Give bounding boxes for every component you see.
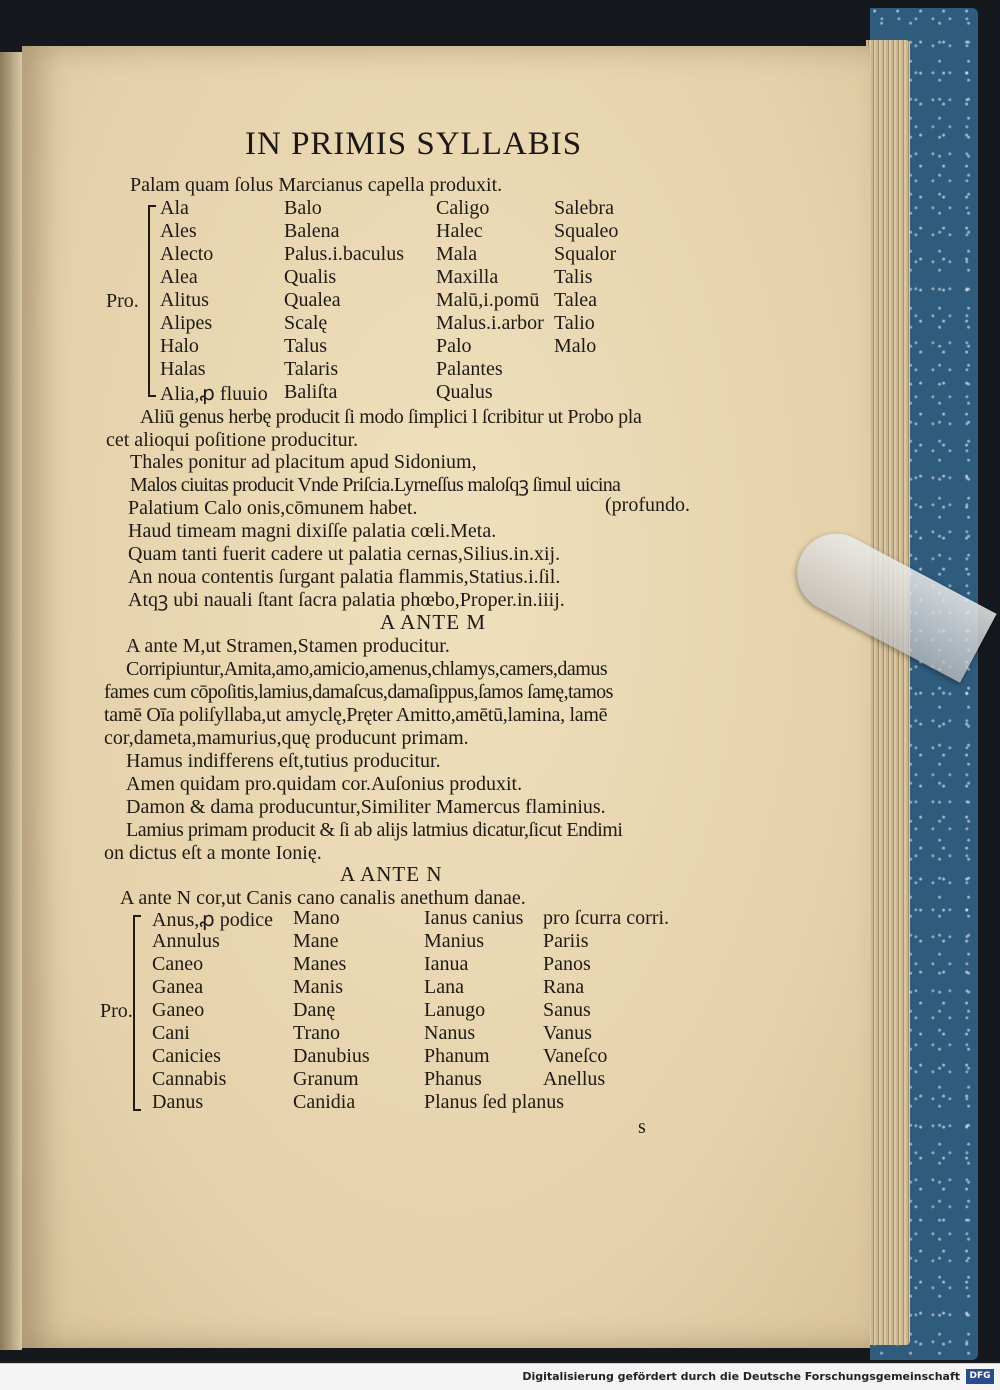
table-cell: Manes <box>293 953 347 975</box>
para2-line: A ante M,ut Stramen,Stamen producitur. <box>126 635 450 657</box>
dfg-logo: DFG <box>966 1369 994 1384</box>
table-cell: Ganea <box>152 976 204 998</box>
table-cell: Danubius <box>293 1045 370 1067</box>
para1-line: Aliū genus herbę producit ſi modo ſimplici l ſcribitur ut Probo pla <box>140 406 642 428</box>
table-cell: Ales <box>160 220 197 242</box>
table1-pro-label: Pro. <box>106 290 139 312</box>
table-cell: Malū,i.pomū <box>436 289 540 311</box>
para2-line: Hamus indifferens eſt,tutius producitur. <box>126 750 441 772</box>
table-cell: Qualus <box>436 381 493 403</box>
para2-line: Damon & dama producuntur,Similiter Mamercus flaminius. <box>126 796 606 818</box>
table-cell: Planus ſed planus <box>424 1091 564 1113</box>
para2-line: on dictus eſt a monte Ionię. <box>104 842 322 864</box>
para2-line: tamē Oīa poliſyllaba,ut amyclę,Pręter Amitto,amētū,lamina, lamē <box>104 704 608 726</box>
para2-line: Corripiuntur,Amita,amo,amicio,amenus,chlamys,camers,damus <box>126 658 608 680</box>
table-cell: Talis <box>554 266 593 288</box>
table-cell: Baliſta <box>284 381 338 403</box>
facing-page-edge <box>0 52 22 1350</box>
table-cell: Mano <box>293 907 340 929</box>
table-cell: Granum <box>293 1068 359 1090</box>
table-cell: Talus <box>284 335 328 357</box>
table-cell: Squalor <box>554 243 617 265</box>
table-cell: Halec <box>436 220 483 242</box>
page-edges <box>866 40 910 1345</box>
table1-bracket <box>148 205 150 397</box>
intro-n-line: A ante N cor,ut Canis cano canalis anethum danae. <box>120 887 526 909</box>
table-cell: Pariis <box>543 930 589 952</box>
table-cell: Maxilla <box>436 266 499 288</box>
table-cell: Caligo <box>436 197 490 219</box>
table-cell: Palo <box>436 335 472 357</box>
para1-line: Thales ponitur ad placitum apud Sidonium, <box>130 451 477 473</box>
table-cell: Alea <box>160 266 198 288</box>
table-cell: Anus,ꝓ podice <box>152 909 274 931</box>
section-heading-a-ante-n: A ANTE N <box>340 862 443 886</box>
para1-line: (profundo. <box>605 494 690 516</box>
table-cell: Annulus <box>152 930 220 952</box>
para2-line: Amen quidam pro.quidam cor.Auſonius produxit. <box>126 773 523 795</box>
table-cell: Talaris <box>284 358 339 380</box>
table-cell: Canidia <box>293 1091 356 1113</box>
para1-line: An noua contentis ſurgant palatia flammis,Statius.i.ſil. <box>128 566 561 588</box>
table2-bracket <box>133 915 135 1111</box>
table-cell: Salebra <box>554 197 614 219</box>
table-cell: Phanum <box>424 1045 490 1067</box>
table-cell: Scalę <box>284 312 328 334</box>
footer-credit: Digitalisierung gefördert durch die Deutsche Forschungsgemeinschaft <box>522 1370 960 1383</box>
table-cell: Panos <box>543 953 591 975</box>
table-cell: Qualea <box>284 289 341 311</box>
table-cell: Vanus <box>543 1022 592 1044</box>
table-cell: Nanus <box>424 1022 476 1044</box>
table-cell: Balo <box>284 197 322 219</box>
table-cell: Halo <box>160 335 199 357</box>
table-cell: Vaneſco <box>543 1045 608 1067</box>
para2-line: Lamius primam producit & ſi ab alijs latmius dicatur,ſicut Endimi <box>126 819 623 841</box>
para1-line: Quam tanti fuerit cadere ut palatia cernas,Silius.in.xij. <box>128 543 561 565</box>
table-cell: Mane <box>293 930 339 952</box>
table-cell: Lanugo <box>424 999 486 1021</box>
table-cell: Balena <box>284 220 340 242</box>
table-cell: Cani <box>152 1022 190 1044</box>
table-cell: Ianua <box>424 953 469 975</box>
para1-line: Atqꝫ ubi nauali ſtant ſacra palatia phœbo,Proper.in.iiij. <box>128 589 565 611</box>
table-cell: Trano <box>293 1022 341 1044</box>
table-cell: pro ſcurra corri. <box>543 907 670 929</box>
para2-line: cor,dameta,mamurius,quę producunt primam. <box>104 727 469 749</box>
table-cell: Squaleo <box>554 220 619 242</box>
para1-line: cet alioqui poſitione producitur. <box>106 429 359 451</box>
table-cell: Palantes <box>436 358 503 380</box>
table-cell: Alia,ꝓ fluuio <box>160 383 268 405</box>
table-cell: Sanus <box>543 999 591 1021</box>
para2-line: fames cum cōpoſitis,lamius,damaſcus,damaſippus,ſamos ſamę,tamos <box>104 681 613 703</box>
table-cell: Caneo <box>152 953 204 975</box>
table-cell: Qualis <box>284 266 337 288</box>
table-cell: Cannabis <box>152 1068 227 1090</box>
running-head: IN PRIMIS SYLLABIS <box>245 126 583 162</box>
section-heading-a-ante-m: A ANTE M <box>380 610 487 634</box>
table-cell: Manius <box>424 930 484 952</box>
table-cell: Canicies <box>152 1045 221 1067</box>
footer-bar <box>0 1363 1000 1390</box>
signature-mark: s <box>638 1116 646 1138</box>
table-cell: Ganeo <box>152 999 205 1021</box>
table-cell: Danę <box>293 999 336 1021</box>
table-cell: Anellus <box>543 1068 606 1090</box>
para1-line: Palatium Calo onis,cōmunem habet. <box>128 497 418 519</box>
intro-line: Palam quam ſolus Marcianus capella produxit. <box>130 174 503 196</box>
table2-pro-label: Pro. <box>100 1000 133 1022</box>
table-cell: Lana <box>424 976 464 998</box>
table-cell: Talio <box>554 312 595 334</box>
table-cell: Manis <box>293 976 343 998</box>
para1-line: Malos ciuitas producit Vnde Priſcia.Lyrneſſus maloſqꝫ ſimul uicina <box>130 474 621 496</box>
table-cell: Alipes <box>160 312 213 334</box>
table-cell: Ianus canius <box>424 907 524 929</box>
para1-line: Haud timeam magni dixiſſe palatia cœli.Meta. <box>128 520 497 542</box>
table-cell: Ala <box>160 197 189 219</box>
table-cell: Danus <box>152 1091 204 1113</box>
table-cell: Alitus <box>160 289 209 311</box>
table-cell: Malus.i.arbor <box>436 312 544 334</box>
table-cell: Phanus <box>424 1068 482 1090</box>
table-cell: Alecto <box>160 243 214 265</box>
table-cell: Halas <box>160 358 206 380</box>
table-cell: Mala <box>436 243 478 265</box>
table-cell: Malo <box>554 335 597 357</box>
table-cell: Palus.i.baculus <box>284 243 404 265</box>
table-cell: Talea <box>554 289 598 311</box>
table-cell: Rana <box>543 976 585 998</box>
